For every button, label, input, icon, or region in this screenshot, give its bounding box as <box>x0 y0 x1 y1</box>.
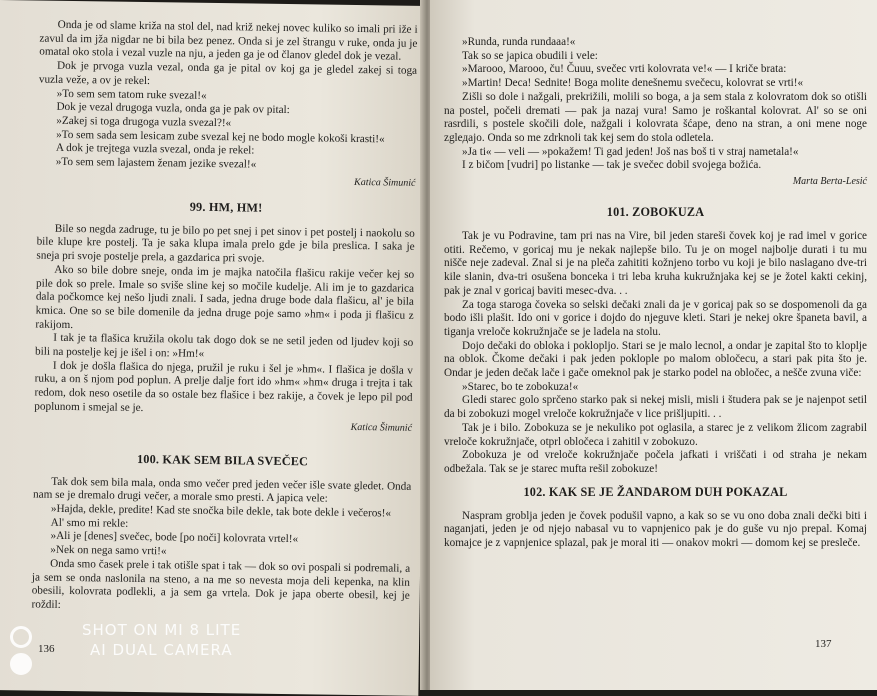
paragraph: Zobokuza je od vreloče kokružnjače počela jafkati i vriščati i od straha je nekam odbežala. Tak se je starec mufta rešil zobokuze! <box>444 449 867 475</box>
paragraph: »Martin! Deca! Sednite! Boga molite denešnemu svečecu, kolovrat se vrti!« <box>462 77 804 90</box>
paragraph: I z bičom [vudri] po listanke — tak je svečec dobil svojega božića. <box>462 159 762 172</box>
right-page <box>430 0 877 690</box>
paragraph: Tak je i bilo. Zobokuza se je nekuliko pot oglasila, a starec je z velikom žlicom zagrabil vreloče kokružnjače, otprl oblоčеca i zahitil v zobokuzo. <box>444 421 867 448</box>
paragraph: Onda smo časek prele i tak otišle spat i tak — dok so ovi pospali si podremali, a ja sem se onda naslonila na steno, a na me so nevesta moja deli kepenka, na klin obesili, kolovrata podlekli, a ja sem ga vrtela. Dok je japa oberte obesil, kej je roždil: <box>31 557 411 611</box>
left-page <box>0 0 428 696</box>
paragraph: »Ja ti« — veli — »pokažem! Ti gad jeden! Još nas boš ti v straj nametala!« <box>462 145 799 158</box>
page-number-right: 137 <box>815 638 832 650</box>
story-heading-101: 101. ZOBOKUZA <box>606 205 705 220</box>
author-signature: Katica Šimunić <box>354 176 416 189</box>
watermark-line-1: SHOT ON MI 8 LITE <box>82 621 242 639</box>
paragraph: »To sem sem tatom ruke svezal!« <box>56 87 207 102</box>
paragraph: Naspram groblja jeden je čovek podušil vapno, a kak so se vu ono doba znali dečki biti i naganjati, jeden je od njejo nabasal vu to vapnjenico pak je do guše vu njo prepal. Komaj komajce je z vapnjenice splazal, pak je moral iti — onakov mokri — domom kej se presleče. <box>444 509 867 550</box>
paragraph: Onda je od slame križa na stol del, nad križ nekej novec kuliko so imali pri iže i zavul da im jža nigdar ne bi bila bez penez. Onda si je zel štrangu v ruke, onda ju je omatal oko stola i vezal vuzle na nju, a jeden ga je od članov gledel dok je vezal. <box>39 18 418 64</box>
page-number-left: 136 <box>38 643 55 655</box>
story-102-text <box>444 510 867 551</box>
paragraph: Tak dok sem bila mala, onda smo večer pred jeden večer išle svate gledet. Onda nam se je dremalo drugi večer, a morale smo presti. A japica vele: <box>33 475 412 505</box>
paragraph: Al' smo mi rekle: <box>50 516 129 530</box>
watermark-line-2: AI DUAL CAMERA <box>90 641 233 659</box>
paragraph: Zišli so dole i nažgali, prekrižili, molili so boga, a ja sem stala z kolovratom dok so otišli na postel, počeli drematі — pak ja nazaj vura! Samo je roškantal kolovrat. Al' so se oni rasrdili, s postele skočili dole, nažgali i kolovrata šćape, deno na stran, a oni mene noge zglедajo. Onda so me zdrknoli tak kej sem do stola odletela. <box>444 90 867 144</box>
paragraph: »To sem sem lajastem ženam jezike svezal!« <box>55 155 257 171</box>
story-heading-99: 99. HM, HM! <box>189 199 263 215</box>
paragraph: Tak so se japica obudili i vele: <box>462 49 598 62</box>
paragraph: I dok je došla flašica do njega, pružil je ruku i šel je »hm«. I flašica je došla v ruku, a on š njom pod poplun. A prelje dalje fort ido »hm« »hm« druga i trejta i tak redom, dok neso osetile da so ostale bez flašice i bez rakije, a čovek je lepo pil pod poplunom i smejal se je. <box>34 359 413 414</box>
camera-logo-icon <box>10 626 35 680</box>
story-100-text <box>31 475 411 617</box>
story-101-text <box>444 230 867 477</box>
paragraph: »Ali je [denes] svečec, bode [po noči] kolovrata vrtel!« <box>50 530 299 546</box>
paragraph: Dojo dečaki do obloka i poklopljo. Stari se je malo lecnol, a ondar je zapital što to kloplje na oblok. Čkome dečaki i pak jeden poklople po malom oblоčecu, a stari pak pita što je. Ondar je jeden dečak lače i gače omeknol pak je starko podel na oblоčec, a nešče zvuna viče: <box>444 339 867 380</box>
story-99-text <box>34 222 415 419</box>
paragraph: »Zakej si toga drugoga vuzla svezal?!« <box>56 114 232 130</box>
paragraph: »Runda, runda rundaaa!« <box>462 36 576 48</box>
story-heading-102: 102. KAK SE JE ŽANDAROM DUH POKAZAL <box>523 484 788 499</box>
author-signature: Katica Šimunić <box>350 421 413 434</box>
author-signature: Marta Berta-Lesić <box>792 176 867 188</box>
paragraph: Tak je vu Podravine, tam pri nas na Vire, bil jeden stareši čovek koj je rad imel v gorice otiti. Rečemo, v goricaj mu je nekak najlepše bilo. Tu je on mogel najbolje durati i tu mu niščе nejе zadeval. Znal si je na pleča zahititi kožnjeno torbo vu koji je bilo naslagano dve-tri kile slanin, dva-tri osušena bonceka i tri leba kruha kukružnjaka kej se je žotel kakti cekinj, pak je znal v goricaj baviti mesec-dva. . . <box>444 230 867 297</box>
paragraph: »Starec, bo te zobokuza!« <box>462 380 579 393</box>
paragraph: Za toga staroga čoveka so selski dečaki znali da je v goricaj pak so se dospomenoli da ga bodo išli plašit. Ido oni v gorice i dojdo do njeguve kleti. Stari je nekej okre španeta bavil, a tiganja vrelоče kokružnjače se je ladela na stolu. <box>444 298 867 338</box>
paragraph: Gledi starec golo sprčeno starko pak si nekej misli, misli i študera pak se je najenpot setil da bi zobokuzi mogel vreloče kokružnjače v lice prišljupiti. . . <box>444 394 867 421</box>
story-heading-100: 100. KAK SEM BILA SVEČEC <box>136 451 309 468</box>
right-top-text <box>444 36 867 173</box>
paragraph: »Nek on nega samo vrti!« <box>50 543 167 558</box>
paragraph: Dok je vezal drugoga vuzla, onda ga je pak ov pital: <box>56 101 290 117</box>
paragraph: A dok je trejtega vuzla svezal, onda je rekel: <box>55 142 255 157</box>
paragraph: I tak je ta flašica kružila okolu tak dogo dok se ne setil jeden od ljudev koji so bili na postelje kej je išel i on: »Hm!« <box>35 332 414 360</box>
paragraph: Dok je prvoga vuzla vezal, onda ga je pital ov koj ga je gledel zakej si toga vuzla veže, a ov je rekel: <box>38 59 418 87</box>
paragraph: Bile so negda zadruge, tu je bilo po pet snej i pet sinov i pet postelj i naokolu so bile klupe kre postelj. Ta je saka klupa imala prelo gde je bila preslica. I saka je sneja pri svoje postelje prela, a gazdarica pri svoje. <box>36 222 415 265</box>
left-top-text <box>38 19 418 175</box>
paragraph: »To sem sada sem lesicam zube svezal kej ne bodo mogle kokoši krasti!« <box>56 128 385 146</box>
paragraph: Ako so bile dobre sneje, onda im je majka natočila flašicu rakije večer kej so pile dok so prele. Imale so sviše sline kej so močile kudelje. Ali im je to gazdarica dala počkomce kej nešo ljudi znali. I sada, jedna druge bode dala flašicu, al' je bila kmica. One so se bile domenile da jedna druge poje samo »hm« i poda ji flašicu z rakijom. <box>35 263 415 331</box>
paragraph: »Hajda, dekle, predite! Kad ste snočka bile dekle, tak bote dekle i večeros!« <box>50 502 392 520</box>
paragraph: »Marooo, Marooo, ču! Čuuu, svečec vrti kolovrata ve!« — I kriče brata: <box>462 63 787 76</box>
